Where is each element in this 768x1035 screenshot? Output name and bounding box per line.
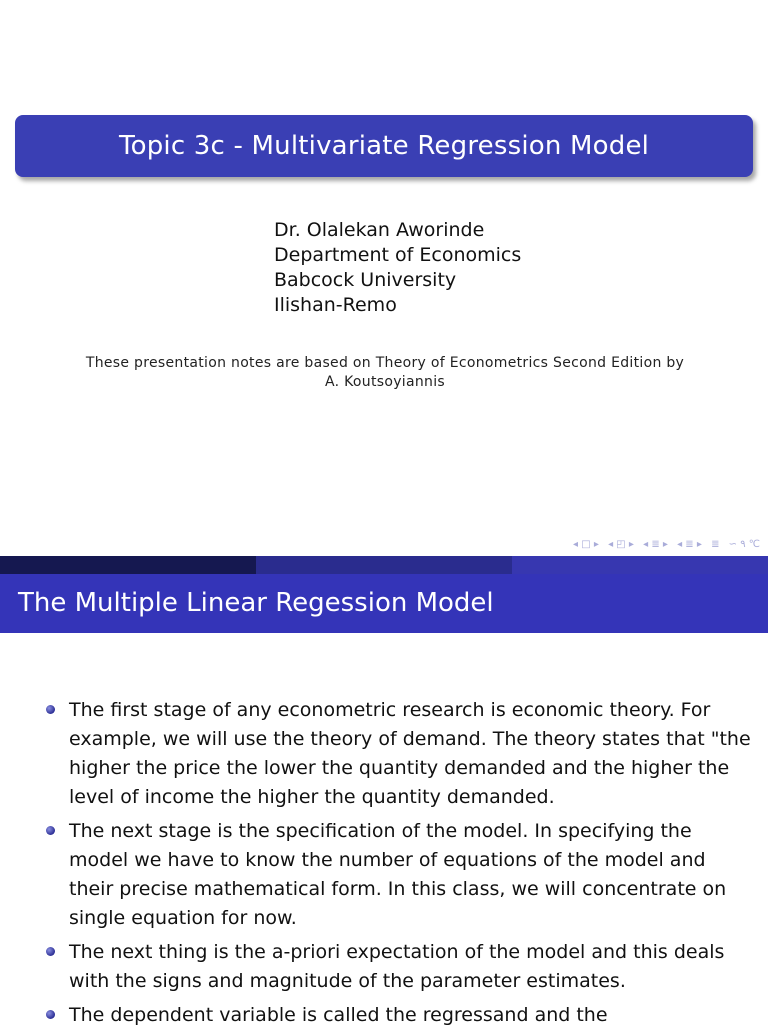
progress-segment-1: [0, 556, 256, 574]
source-note-line2: A. Koutsoyiannis: [325, 374, 445, 390]
nav-subsection-icon[interactable]: ◂ ◰ ▸: [608, 539, 634, 550]
beamer-navigation: [567, 539, 760, 550]
progress-segment-2: [256, 556, 512, 574]
bullet-text: The first stage of any econometric research is economic theory. For example, we will use the theory of demand. The theory states that "the higher the price the lower the quantity demanded and the higher the level of income the higher the quantity demanded.: [69, 699, 751, 808]
list-item: [40, 817, 752, 933]
frame-title: The Multiple Linear Regession Model: [0, 574, 768, 633]
bullet-icon: [46, 947, 55, 956]
author-block: [274, 218, 521, 318]
section-progress-bar: [0, 556, 768, 574]
nav-search-icon[interactable]: ∽ ۹ ℃: [728, 539, 760, 550]
bullet-icon: [46, 1010, 55, 1019]
author-department: Department of Economics: [274, 244, 522, 266]
nav-document-icon[interactable]: ◂ ≣ ▸: [677, 539, 702, 550]
presentation-title-box: [15, 115, 753, 177]
nav-frame-icon[interactable]: ◂ □ ▸: [573, 539, 599, 550]
nav-section-icon[interactable]: ◂ ≣ ▸: [643, 539, 668, 550]
nav-toc-icon[interactable]: ≣: [711, 539, 720, 550]
list-item: [40, 1001, 752, 1030]
author-name: Dr. Olalekan Aworinde: [274, 219, 485, 241]
author-university: Babcock University: [274, 269, 457, 291]
bullet-text: The next thing is the a-priori expectation of the model and this deals with the signs and magnitude of the parameter estimates.: [69, 941, 725, 992]
author-location: Ilishan-Remo: [274, 294, 397, 316]
list-item: [40, 696, 752, 812]
bullet-text: The next stage is the specification of the model. In specifying the model we have to know the number of equations of the model and their precise mathematical form. In this class, we will concentrate on single equation for now.: [69, 820, 727, 929]
source-note: [40, 354, 730, 392]
bullet-list: [40, 696, 752, 1035]
bullet-icon: [46, 826, 55, 835]
list-item: [40, 938, 752, 996]
bullet-text: The dependent variable is called the regressand and the: [69, 1004, 608, 1026]
source-note-line1: These presentation notes are based on Theory of Econometrics Second Edition by: [85, 355, 685, 371]
bullet-icon: [46, 705, 55, 714]
presentation-title: Topic 3c - Multivariate Regression Model: [118, 131, 650, 161]
